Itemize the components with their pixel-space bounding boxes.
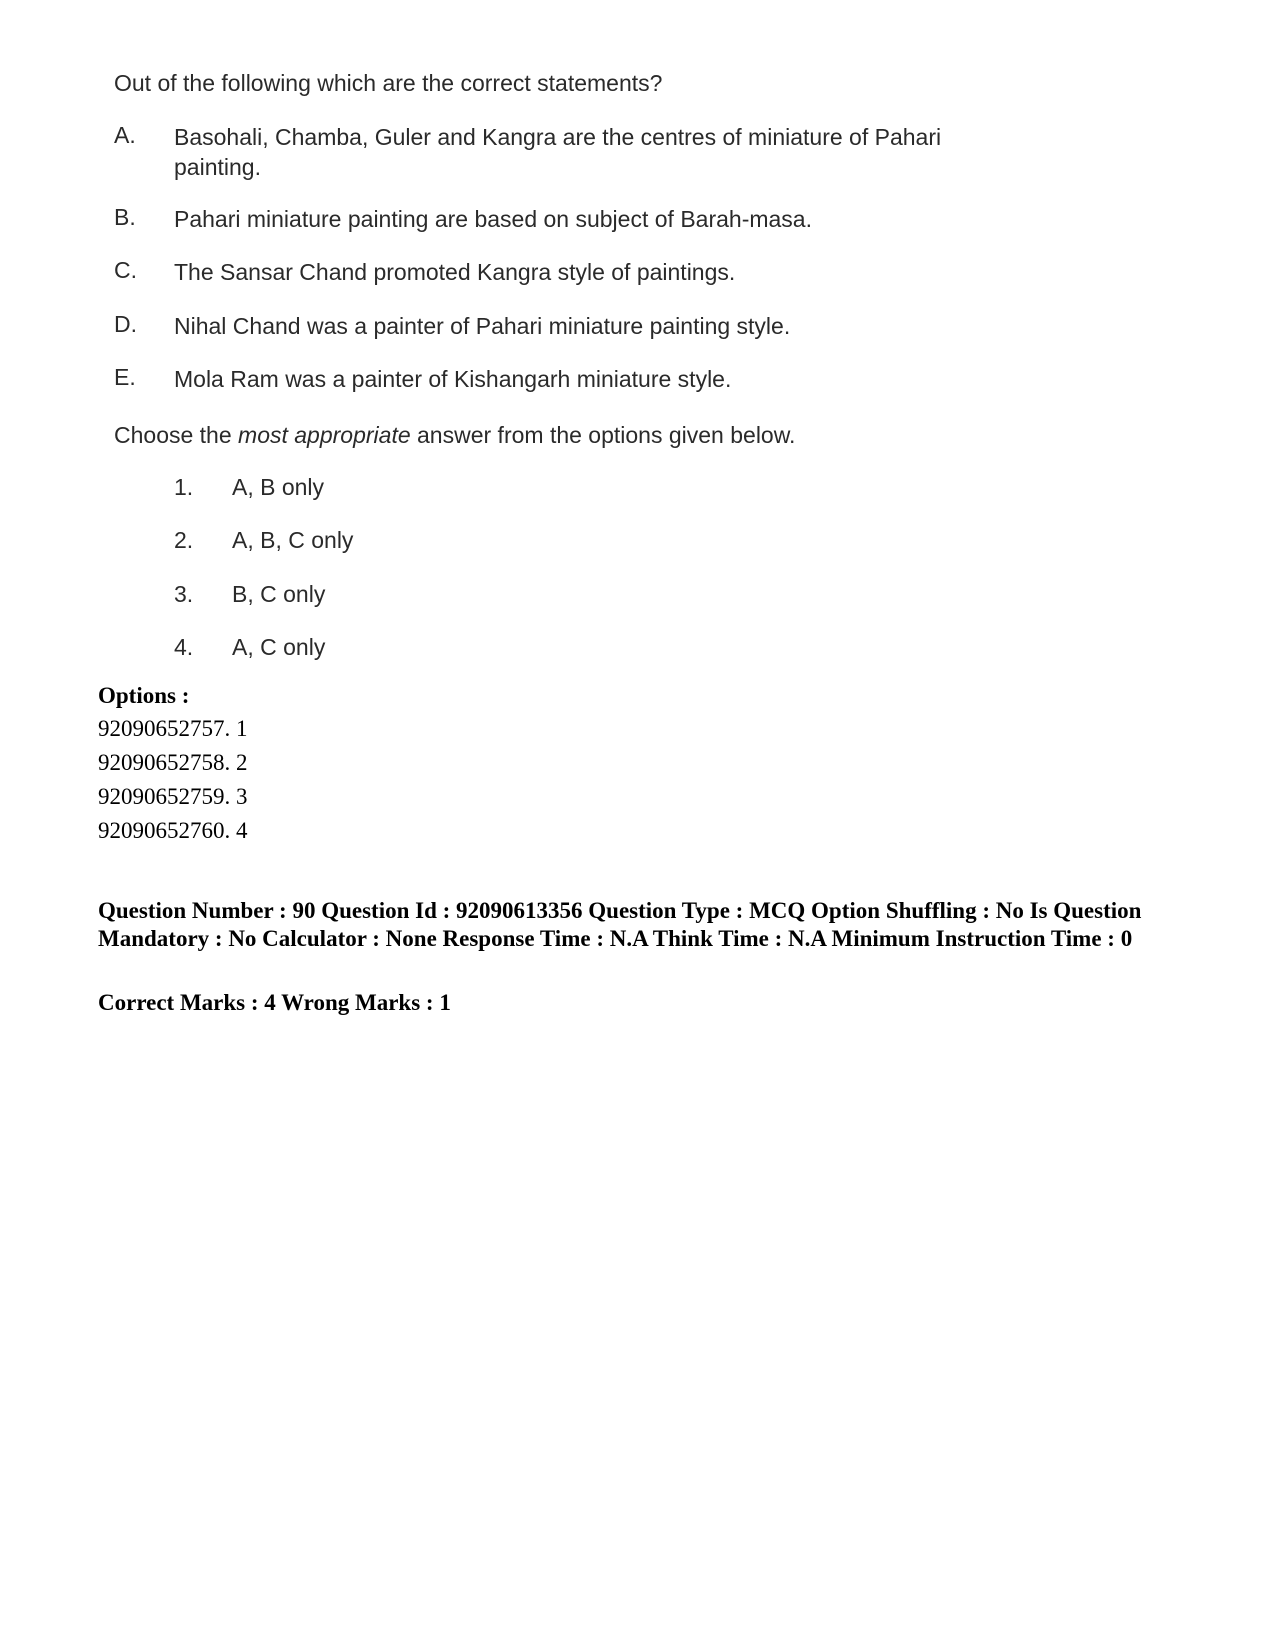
statement-text: Pahari miniature painting are based on subject of Barah-masa.	[174, 206, 812, 232]
answer-number: 4.	[174, 634, 194, 660]
answer-text: A, B only	[232, 474, 325, 500]
answer-text: A, C only	[232, 634, 326, 660]
statement-text: Basohali, Chamba, Guler and Kangra are the centres of miniature of Pahari painting.	[174, 124, 942, 180]
choose-instruction	[114, 422, 795, 449]
statement-letter: D.	[114, 311, 137, 337]
option-item: 92090652758. 2	[98, 750, 248, 775]
statement-text: Mola Ram was a painter of Kishangarh miniature style.	[174, 366, 732, 392]
answer-number: 1.	[174, 474, 194, 500]
answer-number: 3.	[174, 581, 194, 607]
answer-text: A, B, C only	[232, 527, 354, 553]
statement-letter: C.	[114, 257, 137, 283]
statement-text: Nihal Chand was a painter of Pahari miniature painting style.	[174, 313, 791, 339]
choose-suffix: answer from the options given below.	[410, 422, 796, 448]
choose-prefix: Choose the	[114, 422, 239, 448]
options-heading: Options :	[98, 683, 190, 708]
statement-text: The Sansar Chand promoted Kangra style of paintings.	[174, 259, 736, 285]
question-meta: Question Number : 90 Question Id : 92090613356 Question Type : MCQ Option Shuffling : No Is Question Mandatory : No Calculator : None Response Time : N.A Think Time : N.A Minimum Instruction Time : 0	[98, 898, 1142, 951]
question-marks: Correct Marks : 4 Wrong Marks : 1	[98, 990, 451, 1015]
question-intro: Out of the following which are the correct statements?	[114, 70, 663, 96]
choose-emphasis: most appropriate	[238, 422, 411, 448]
option-item: 92090652760. 4	[98, 818, 248, 843]
answer-text: B, C only	[232, 581, 326, 607]
option-item: 92090652757. 1	[98, 716, 248, 741]
statement-letter: B.	[114, 204, 136, 230]
statement-letter: A.	[114, 122, 136, 148]
answer-number: 2.	[174, 527, 194, 553]
option-item: 92090652759. 3	[98, 784, 248, 809]
statement-letter: E.	[114, 364, 136, 390]
